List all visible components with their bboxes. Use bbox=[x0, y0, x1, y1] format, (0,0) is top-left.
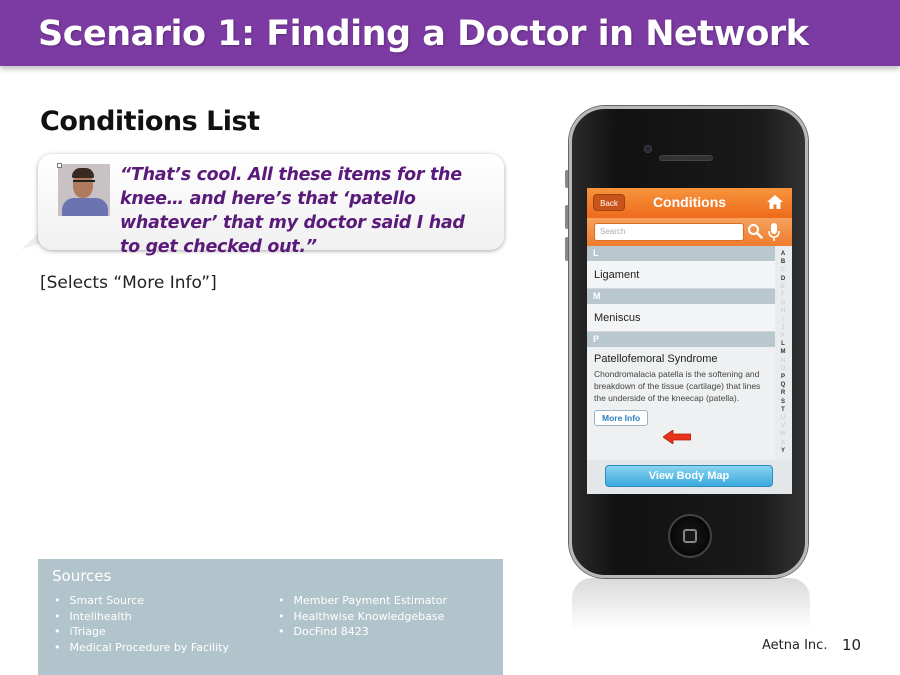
company-name: Aetna Inc. bbox=[762, 638, 828, 653]
more-info-button[interactable]: More Info bbox=[594, 410, 648, 426]
source-item: • Member Payment Estimator bbox=[278, 593, 447, 609]
source-item: • Smart Source bbox=[54, 593, 229, 609]
red-arrow-icon bbox=[663, 430, 691, 444]
slide-title: Scenario 1: Finding a Doctor in Network bbox=[38, 14, 809, 54]
source-item: • Intelihealth bbox=[54, 609, 229, 625]
section-header-p: P bbox=[587, 332, 775, 347]
app-header bbox=[587, 188, 792, 218]
home-icon[interactable] bbox=[766, 193, 784, 211]
app-title: Conditions bbox=[652, 194, 727, 210]
alphabet-letter-u[interactable]: U bbox=[780, 415, 786, 422]
alphabet-letter-j[interactable]: J bbox=[781, 324, 785, 331]
alphabet-letter-w[interactable]: W bbox=[780, 431, 786, 438]
alphabet-letter-d[interactable]: D bbox=[780, 275, 786, 282]
alphabet-letter-o[interactable]: O bbox=[780, 365, 786, 372]
alphabet-letter-i[interactable]: I bbox=[782, 316, 784, 323]
alphabet-index[interactable] bbox=[776, 250, 790, 455]
quote-marker-icon bbox=[57, 163, 62, 168]
list-item-ligament[interactable]: Ligament bbox=[587, 261, 775, 289]
alphabet-letter-p[interactable]: P bbox=[780, 374, 785, 381]
back-button[interactable]: Back bbox=[593, 194, 625, 211]
body-map-bar bbox=[587, 460, 792, 494]
phone-home-button[interactable] bbox=[668, 514, 712, 558]
alphabet-letter-c[interactable]: C bbox=[780, 267, 786, 274]
phone-reflection bbox=[572, 578, 810, 630]
title-bar bbox=[0, 0, 900, 66]
alphabet-letter-x[interactable]: X bbox=[780, 439, 785, 446]
alphabet-letter-a[interactable]: A bbox=[780, 251, 786, 257]
alphabet-letter-m[interactable]: M bbox=[780, 349, 786, 356]
source-item: • Healthwise Knowledgebase bbox=[278, 609, 447, 625]
search-bar bbox=[587, 218, 792, 246]
alphabet-letter-s[interactable]: S bbox=[780, 398, 785, 405]
source-item: • Medical Procedure by Facility bbox=[54, 640, 229, 656]
quote-text: “That’s cool. All these items for the knee… and here’s that ‘patello whatever’ that my doctor said I had to get checked out.” bbox=[120, 165, 465, 257]
condition-title: Patellofemoral Syndrome bbox=[594, 353, 718, 365]
sources-panel bbox=[38, 559, 503, 675]
alphabet-letter-b[interactable]: B bbox=[780, 259, 786, 266]
page-number: 10 bbox=[842, 636, 862, 654]
microphone-icon[interactable] bbox=[767, 222, 781, 242]
alphabet-letter-g[interactable]: G bbox=[780, 300, 786, 307]
alphabet-letter-h[interactable]: H bbox=[780, 308, 786, 315]
section-header-m: M bbox=[587, 289, 775, 304]
alphabet-letter-r[interactable]: R bbox=[780, 390, 786, 397]
alphabet-letter-e[interactable]: E bbox=[780, 283, 785, 290]
list-item-patellofemoral-syndrome[interactable] bbox=[587, 347, 775, 471]
search-icon[interactable] bbox=[747, 223, 763, 239]
section-title: Conditions List bbox=[40, 106, 260, 137]
sources-list-left bbox=[54, 593, 229, 655]
phone-speaker bbox=[659, 155, 713, 161]
condition-description: Chondromalacia patella is the softening and breakdown of the tissue (cartilage) that lines the underside of the kneecap (patella). bbox=[594, 369, 761, 403]
list-item-meniscus[interactable]: Meniscus bbox=[587, 304, 775, 332]
alphabet-letter-t[interactable]: T bbox=[781, 406, 785, 413]
alphabet-letter-y[interactable]: Y bbox=[780, 447, 785, 454]
action-note: [Selects “More Info”] bbox=[40, 273, 217, 293]
source-item: • iTriage bbox=[54, 624, 229, 640]
sources-heading: Sources bbox=[52, 567, 112, 585]
alphabet-letter-l[interactable]: L bbox=[781, 341, 785, 348]
alphabet-letter-k[interactable]: K bbox=[780, 333, 785, 340]
phone-screen bbox=[587, 188, 792, 494]
source-item: • DocFind 8423 bbox=[278, 624, 447, 640]
sources-list-right bbox=[278, 593, 447, 640]
search-input[interactable]: Search bbox=[594, 223, 744, 241]
alphabet-letter-q[interactable]: Q bbox=[780, 382, 786, 389]
alphabet-letter-v[interactable]: V bbox=[780, 423, 785, 430]
view-body-map-button[interactable]: View Body Map bbox=[605, 465, 773, 487]
phone-camera-icon bbox=[644, 145, 652, 153]
avatar bbox=[58, 164, 110, 216]
alphabet-letter-n[interactable]: N bbox=[780, 357, 786, 364]
section-header-l: L bbox=[587, 246, 775, 261]
alphabet-letter-f[interactable]: F bbox=[781, 292, 785, 299]
